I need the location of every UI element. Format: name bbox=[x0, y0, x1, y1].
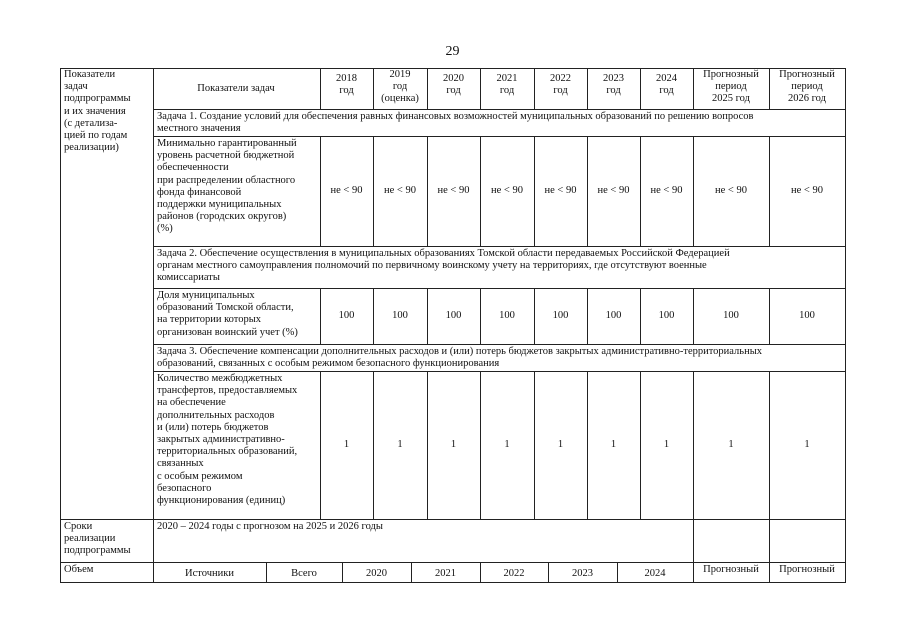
task-3-title: Задача 3. Обеспечение компенсации дополнительных расходов и (или) потерь бюджетов закрытых административно-территориальных образований, связанных с особым режимом безопасного функционирования bbox=[157, 346, 763, 370]
table-rule bbox=[153, 371, 845, 372]
table-rule bbox=[153, 288, 845, 289]
table-rule bbox=[427, 136, 428, 246]
table-rule bbox=[534, 288, 535, 344]
indicator-value-cell: не < 90 bbox=[491, 185, 523, 197]
indicator-value-cell: не < 90 bbox=[597, 185, 630, 197]
table-rule bbox=[640, 68, 641, 109]
table-rule bbox=[587, 288, 588, 344]
table-rule bbox=[153, 344, 845, 345]
indicator-value-cell: 1 bbox=[504, 438, 510, 450]
table-rule bbox=[769, 288, 770, 344]
indicator-value-cell: 1 bbox=[663, 438, 670, 450]
indicator-value-cell: 100 bbox=[552, 309, 569, 321]
year-header: 2023 год bbox=[603, 73, 624, 97]
indicator-value-cell: 100 bbox=[338, 309, 355, 321]
indicator-value-cell: не < 90 bbox=[437, 185, 470, 197]
table-rule bbox=[617, 562, 618, 583]
table-rule bbox=[480, 288, 481, 344]
task-2-indicator: Доля муниципальных образований Томской области, на территории которых организован воинский учет (%) bbox=[157, 290, 298, 338]
indicator-value-cell: 1 bbox=[450, 438, 457, 450]
year-header: Прогнозный период 2025 год bbox=[703, 69, 759, 105]
table-rule bbox=[587, 136, 588, 246]
table-rule bbox=[480, 68, 481, 109]
table-rule bbox=[60, 68, 61, 583]
table-rule bbox=[320, 68, 321, 109]
table-rule bbox=[587, 371, 588, 519]
table-rule bbox=[60, 582, 845, 583]
table-rule bbox=[153, 109, 845, 110]
table-rule bbox=[769, 371, 770, 519]
indicator-value-cell: 100 bbox=[499, 309, 515, 321]
indicator-value-cell: не < 90 bbox=[791, 185, 823, 197]
table-rule bbox=[587, 68, 588, 109]
task-3-indicator: Количество межбюджетных трансфертов, предоставляемых на обеспечение дополнительных расходов и (или) потерь бюджетов закрытых административно- территориальных образований, связанных с особым режимом безопасного функционирования (единиц) bbox=[157, 373, 298, 507]
table-rule bbox=[480, 136, 481, 246]
table-rule bbox=[845, 68, 846, 583]
table-rule bbox=[534, 136, 535, 246]
table-rule bbox=[373, 136, 374, 246]
year-header: 2019 год (оценка) bbox=[381, 69, 419, 105]
volume-header-year: 2021 bbox=[435, 568, 456, 579]
task-2-title: Задача 2. Обеспечение осуществления в муниципальных образованиях Томской области передаваемых Российской Федерацией органам местного самоуправления полномочий по первичному воинскому учету на территориях, где отсутствуют военные комиссариаты bbox=[157, 248, 730, 284]
volume-label: Объем bbox=[64, 564, 94, 575]
indicator-value-cell: не < 90 bbox=[384, 185, 416, 197]
indicator-value-cell: не < 90 bbox=[715, 185, 747, 197]
table-rule bbox=[373, 371, 374, 519]
volume-header-forecast: Прогнозный bbox=[779, 564, 835, 575]
table-rule bbox=[548, 562, 549, 583]
indicator-value-cell: 1 bbox=[397, 438, 403, 450]
indicator-value-cell: 100 bbox=[799, 309, 815, 321]
left-header-label: Показатели задач подпрограммы и их значения (с детализа- цией по годам реализации) bbox=[64, 69, 131, 154]
table-rule bbox=[153, 68, 154, 583]
table-rule bbox=[320, 136, 321, 246]
table-rule bbox=[320, 288, 321, 344]
table-rule bbox=[373, 68, 374, 109]
volume-header-year: 2020 bbox=[366, 568, 387, 579]
indicator-value-cell: 1 bbox=[610, 438, 617, 450]
table-rule bbox=[427, 68, 428, 109]
table-rule bbox=[769, 68, 770, 109]
table-rule bbox=[769, 562, 770, 583]
table-rule bbox=[693, 519, 694, 562]
table-rule bbox=[427, 371, 428, 519]
year-header: 2021 год bbox=[496, 73, 518, 97]
table-rule bbox=[640, 288, 641, 344]
table-rule bbox=[640, 136, 641, 246]
table-rule bbox=[693, 136, 694, 246]
table-rule bbox=[342, 562, 343, 583]
task-1-title: Задача 1. Создание условий для обеспечения равных финансовых возможностей муниципальных образований по решению вопросов местного значения bbox=[157, 111, 754, 135]
table-rule bbox=[153, 136, 845, 137]
table-rule bbox=[693, 562, 694, 583]
table-rule bbox=[427, 288, 428, 344]
table-rule bbox=[373, 288, 374, 344]
volume-header-sources: Источники bbox=[185, 568, 234, 579]
volume-header-forecast: Прогнозный bbox=[703, 564, 759, 575]
indicator-value-cell: не < 90 bbox=[544, 185, 577, 197]
table-rule bbox=[693, 371, 694, 519]
task-1-indicator: Минимально гарантированный уровень расчетной бюджетной обеспеченности при распределении областного фонда финансовой поддержки муниципальных районов (городских округов) (%) bbox=[157, 138, 297, 235]
volume-header-total: Всего bbox=[291, 568, 317, 579]
table-rule bbox=[534, 371, 535, 519]
table-rule bbox=[640, 371, 641, 519]
indicator-value-cell: 1 bbox=[804, 438, 810, 450]
table-rule bbox=[60, 519, 845, 520]
year-header: Прогнозный период 2026 год bbox=[779, 69, 835, 105]
table-rule bbox=[534, 68, 535, 109]
terms-value: 2020 – 2024 годы с прогнозом на 2025 и 2026 годы bbox=[157, 521, 383, 532]
indicator-column-header: Показатели задач bbox=[197, 82, 275, 94]
table-rule bbox=[480, 371, 481, 519]
table-rule bbox=[153, 246, 845, 247]
indicator-value-cell: 100 bbox=[605, 309, 622, 321]
year-header: 2024 год bbox=[656, 73, 677, 97]
year-header: 2018 год bbox=[336, 73, 357, 97]
table-rule bbox=[411, 562, 412, 583]
indicator-value-cell: 1 bbox=[557, 438, 564, 450]
table-rule bbox=[60, 562, 845, 563]
volume-header-year: 2024 bbox=[644, 568, 666, 579]
indicator-value-cell: 1 bbox=[728, 438, 734, 450]
volume-header-year: 2022 bbox=[503, 568, 525, 579]
table-rule bbox=[769, 136, 770, 246]
year-header: 2022 год bbox=[550, 73, 571, 97]
table-rule bbox=[60, 68, 845, 69]
indicator-value-cell: 100 bbox=[445, 309, 462, 321]
indicator-value-cell: 100 bbox=[392, 309, 408, 321]
table-rule bbox=[693, 288, 694, 344]
volume-header-year: 2023 bbox=[572, 568, 593, 579]
year-header: 2020 год bbox=[443, 73, 464, 97]
table-rule bbox=[480, 562, 481, 583]
table-rule bbox=[320, 371, 321, 519]
indicator-value-cell: 100 bbox=[723, 309, 739, 321]
indicator-value-cell: не < 90 bbox=[650, 185, 683, 197]
table-rule bbox=[693, 68, 694, 109]
indicator-value-cell: 100 bbox=[658, 309, 675, 321]
indicator-value-cell: 1 bbox=[343, 438, 350, 450]
page-number: 29 bbox=[445, 44, 460, 59]
table-rule bbox=[769, 519, 770, 562]
table-rule bbox=[266, 562, 267, 583]
indicator-value-cell: не < 90 bbox=[330, 185, 363, 197]
terms-label: Сроки реализации подпрограммы bbox=[64, 521, 131, 557]
